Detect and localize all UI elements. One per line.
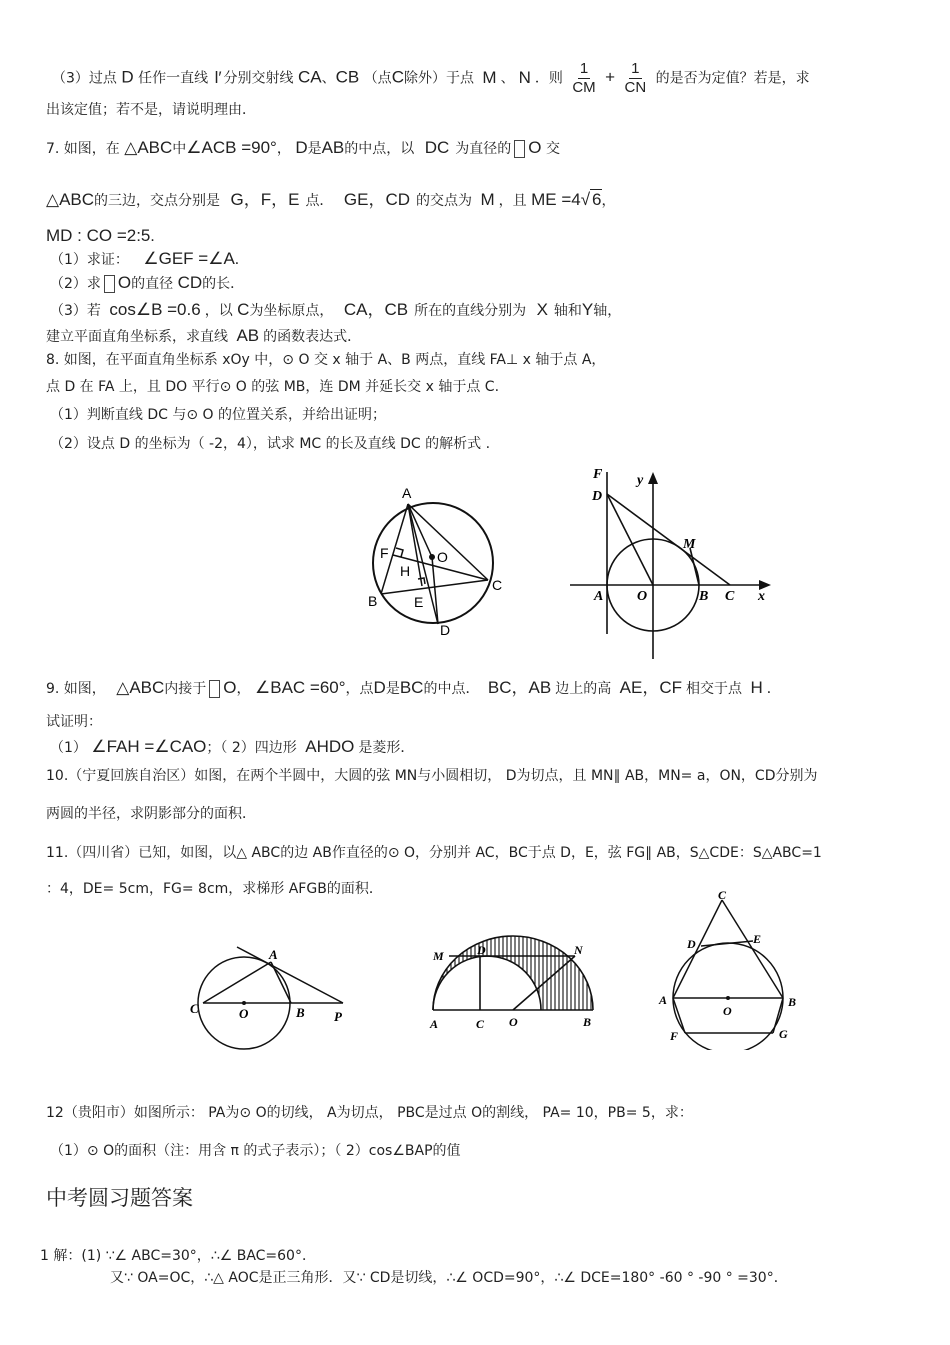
svg-text:A: A <box>659 993 668 1007</box>
p7-line1: 7. 如图，在 △ABC中∠ACB =90°， D是AB的中点，以 DC 为直径的 O 交 <box>46 138 560 157</box>
circle-symbol-box <box>104 275 115 293</box>
svg-text:O: O <box>509 1015 518 1029</box>
p9-line1: 9. 如图， △ABC内接于 O， ∠BAC =60°，点D是BC的中点． BC，AB 边上的高 AE，CF 相交于点 H ． <box>46 678 781 697</box>
svg-text:E: E <box>414 594 424 610</box>
p8-line1: 8. 如图，在平面直角坐标系 xOy 中，⊙ O 交 x 轴于 A、B 两点，直线 FA⊥ x 轴于点 A， <box>46 352 606 368</box>
svg-text:A: A <box>269 947 278 962</box>
p10-line1: 10.（宁夏回族自治区）如图，在两个半圆中，大圆的弦 MN与小圆相切， D为切点，且 MN∥ AB，MN= a，ON，CD分别为 <box>46 768 818 784</box>
svg-text:y: y <box>637 473 644 488</box>
fraction-1-over-cm: $\frac{1}{CM}$ <box>572 60 596 96</box>
svg-text:C: C <box>725 589 735 604</box>
p7-line2: △ABC的三边，交点分别是 G，F，E 点． GE，CD 的交点为 M ，且 ME =4√ 6， <box>46 190 616 209</box>
fraction-1-over-cn: $\frac{1}{CN}$ <box>624 60 647 96</box>
p12-line2: （1）⊙ O的面积（注：用含 π 的式子表示）；（ 2）cos∠BAP的值 <box>50 1143 461 1159</box>
svg-text:D: D <box>440 622 451 638</box>
svg-text:B: B <box>583 1015 592 1029</box>
svg-text:C: C <box>492 577 503 593</box>
svg-text:B: B <box>368 593 378 609</box>
figure-tangent-pa <box>185 935 360 1055</box>
svg-text:D: D <box>592 489 603 504</box>
svg-text:F: F <box>380 545 389 561</box>
p7-sub3-cont: 建立平面直角坐标系，求直线 AB 的函数表达式． <box>46 326 362 345</box>
center-dot <box>429 554 435 560</box>
svg-text:O: O <box>239 1006 249 1021</box>
svg-text:A: A <box>402 485 412 501</box>
svg-text:C: C <box>476 1017 485 1031</box>
svg-text:M: M <box>433 949 444 963</box>
p6-q3-line2: 出该定值；若不是，请说明理由． <box>46 102 256 118</box>
p6-q3-line1: （3）过点 D 任作一直线 l′ 分别交射线 CA、CB （点C除外）于点 M 、 N ．则 $\frac{1}{CM}$ + $\frac{1}{CN}$ 的是否为定值？若是，求 <box>52 60 810 96</box>
p8-line4: （2）设点 D 的坐标为（ -2，4），试求 MC 的长及直线 DC 的解析式 . <box>50 436 491 452</box>
svg-text:B: B <box>788 995 797 1009</box>
svg-text:D: D <box>477 943 486 957</box>
svg-text:E: E <box>753 932 762 946</box>
svg-text:B: B <box>699 589 709 604</box>
svg-text:F: F <box>670 1029 679 1043</box>
p9-line3: （1） ∠FAH =∠CAO；（ 2）四边形 AHDO 是菱形． <box>50 737 415 756</box>
svg-text:G: G <box>779 1027 788 1041</box>
p10-line2: 两圆的半径，求阴影部分的面积． <box>46 806 256 822</box>
p8-line3: （1）判断直线 DC 与⊙ O 的位置关系，并给出证明； <box>50 407 387 423</box>
figure-triangle-trapezoid <box>655 890 805 1050</box>
svg-text:O: O <box>637 589 648 604</box>
svg-text:C: C <box>718 890 727 902</box>
p9-line2: 试证明： <box>46 714 102 730</box>
figure-two-semicircles <box>425 930 615 1035</box>
circle-symbol-box <box>209 680 220 698</box>
p7-line3: MD : CO =2:5． <box>46 226 165 245</box>
svg-text:N: N <box>574 943 583 957</box>
svg-text:F: F <box>593 467 603 482</box>
p8-line2: 点 D 在 FA 上，且 DO 平行⊙ O 的弦 MB，连 DM 并延长交 x 轴于点 C. <box>46 379 500 395</box>
answer-1-line2: 又∵ OA=OC，∴△ AOC是正三角形．又∵ CD是切线，∴∠ OCD=90°，∴∠ DCE=180° -60 ° -90 ° =30°． <box>110 1270 788 1286</box>
svg-text:x: x <box>758 589 765 604</box>
y-axis-arrow <box>648 472 658 484</box>
p7-sub1: （1）求证： ∠GEF =∠A． <box>50 249 249 268</box>
svg-text:M: M <box>683 537 696 552</box>
p11-line1: 11.（四川省）已知，如图，以△ ABC的边 AB作直径的⊙ O，分别并 AC，BC于点 D，E，弦 FG∥ AB，S△CDE：S△ABC=1 <box>46 845 822 861</box>
answer-1-line1: 1 解：(1) ∵∠ ABC=30°，∴∠ BAC=60°． <box>40 1248 316 1264</box>
p12-line1: 12（贵阳市）如图所示： PA为⊙ O的切线， A为切点， PBC是过点 O的割线， PA= 10，PB= 5，求： <box>46 1105 693 1121</box>
svg-text:C: C <box>190 1001 199 1016</box>
svg-text:A: A <box>594 589 604 604</box>
p11-line2: ：4，DE= 5cm，FG= 8cm，求梯形 AFGB的面积． <box>46 881 383 897</box>
svg-text:H: H <box>400 563 411 579</box>
svg-text:P: P <box>334 1009 342 1024</box>
svg-text:O: O <box>723 1004 732 1018</box>
circle-symbol-box <box>514 140 525 158</box>
p7-sub2: （2）求 O的直径 CD的长． <box>50 273 245 292</box>
figure-coordinate-tangent <box>565 464 780 664</box>
svg-text:B: B <box>296 1005 305 1020</box>
svg-text:A: A <box>430 1017 439 1031</box>
svg-text:O: O <box>437 549 448 565</box>
answers-heading: 中考圆习题答案 <box>46 1186 193 1210</box>
figure-circle-triangle <box>360 482 520 642</box>
svg-text:D: D <box>687 937 696 951</box>
p7-sub3: （3）若 cos∠B =0.6 ，以 C为坐标原点， CA，CB 所在的直线分别为 X 轴和Y轴， <box>50 300 622 319</box>
